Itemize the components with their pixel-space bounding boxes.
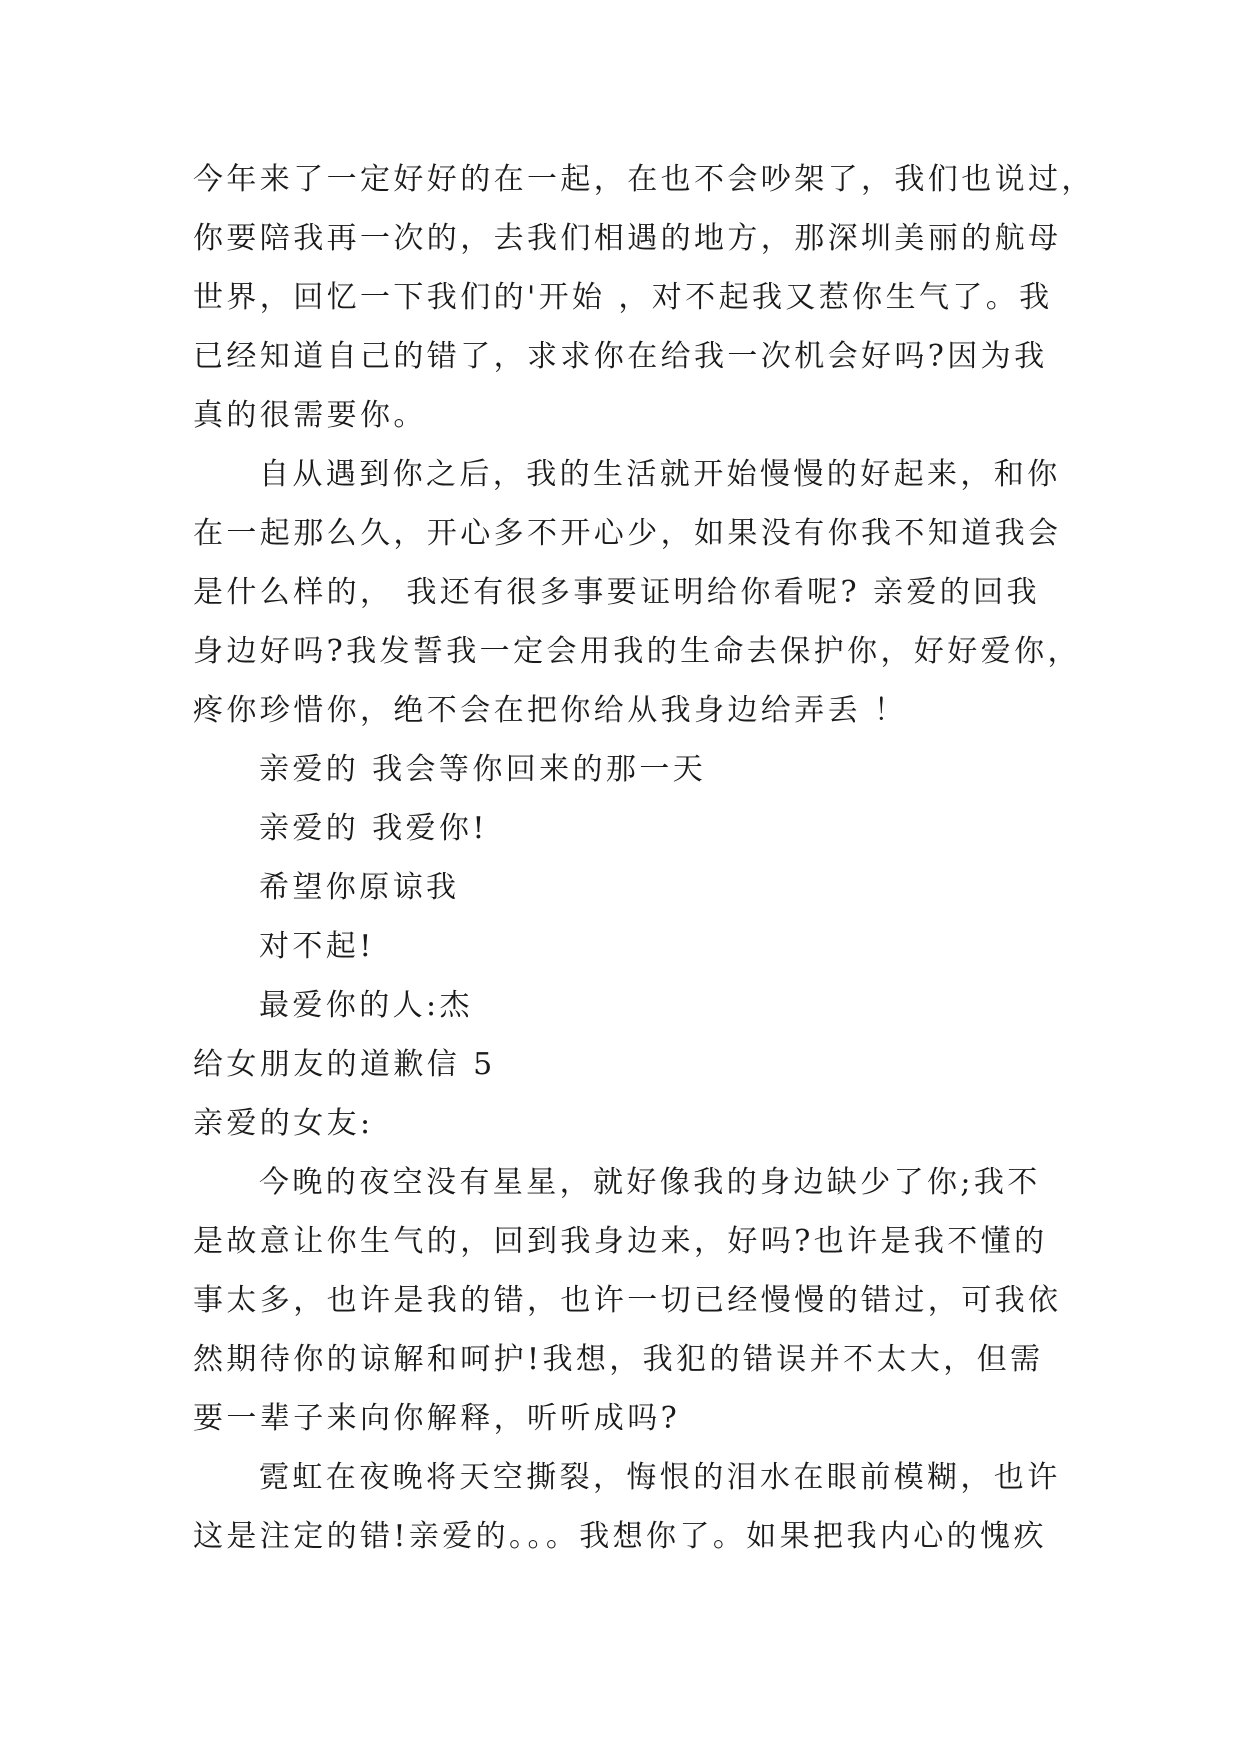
text-line: 疼你珍惜你，绝不会在把你给从我身边给弄丢 ！ <box>193 693 908 728</box>
salutation: 亲爱的女友: <box>193 1106 374 1141</box>
paragraph-start-line: 霓虹在夜晚将天空撕裂，悔恨的泪水在眼前模糊，也许 <box>259 1460 1061 1495</box>
closing-line: 亲爱的 我爱你! <box>259 811 488 846</box>
text-line: 在一起那么久，开心多不开心少，如果没有你我不知道我会 <box>193 516 1062 551</box>
closing-line: 对不起! <box>259 929 375 964</box>
text-line: 真的很需要你。 <box>193 398 427 433</box>
text-line: 要一辈子来向你解释，听听成吗? <box>193 1401 681 1436</box>
paragraph-start-line: 今晚的夜空没有星星，就好像我的身边缺少了你;我不 <box>259 1165 1041 1200</box>
text-line: 今年来了一定好好的在一起，在也不会吵架了，我们也说过， <box>193 162 1095 197</box>
text-line: 然期待你的谅解和呵护!我想，我犯的错误并不太大，但需 <box>193 1342 1044 1377</box>
section-heading: 给女朋友的道歉信 5 <box>193 1047 496 1082</box>
text-line: 你要陪我再一次的，去我们相遇的地方，那深圳美丽的航母 <box>193 221 1062 256</box>
text-line: 身边好吗?我发誓我一定会用我的生命去保护你，好好爱你， <box>193 634 1081 669</box>
closing-line: 希望你原谅我 <box>259 870 460 905</box>
text-line: 这是注定的错!亲爱的。。。我想你了。如果把我内心的愧疚 <box>193 1519 1047 1554</box>
signature-line: 最爱你的人:杰 <box>259 988 473 1023</box>
closing-line: 亲爱的 我会等你回来的那一天 <box>259 752 707 787</box>
text-line: 已经知道自己的错了，求求你在给我一次机会好吗?因为我 <box>193 339 1048 374</box>
document-body <box>193 150 1095 1566</box>
text-line: 是故意让你生气的，回到我身边来，好吗?也许是我不懂的 <box>193 1224 1048 1259</box>
paragraph-start-line: 自从遇到你之后，我的生活就开始慢慢的好起来，和你 <box>259 457 1061 492</box>
text-line: 是什么样的， 我还有很多事要证明给你看呢? 亲爱的回我 <box>193 575 1040 610</box>
text-line: 事太多，也许是我的错，也许一切已经慢慢的错过，可我依 <box>193 1283 1062 1318</box>
text-line: 世界，回忆一下我们的'开始 ，对不起我又惹你生气了。我 <box>193 280 1053 315</box>
